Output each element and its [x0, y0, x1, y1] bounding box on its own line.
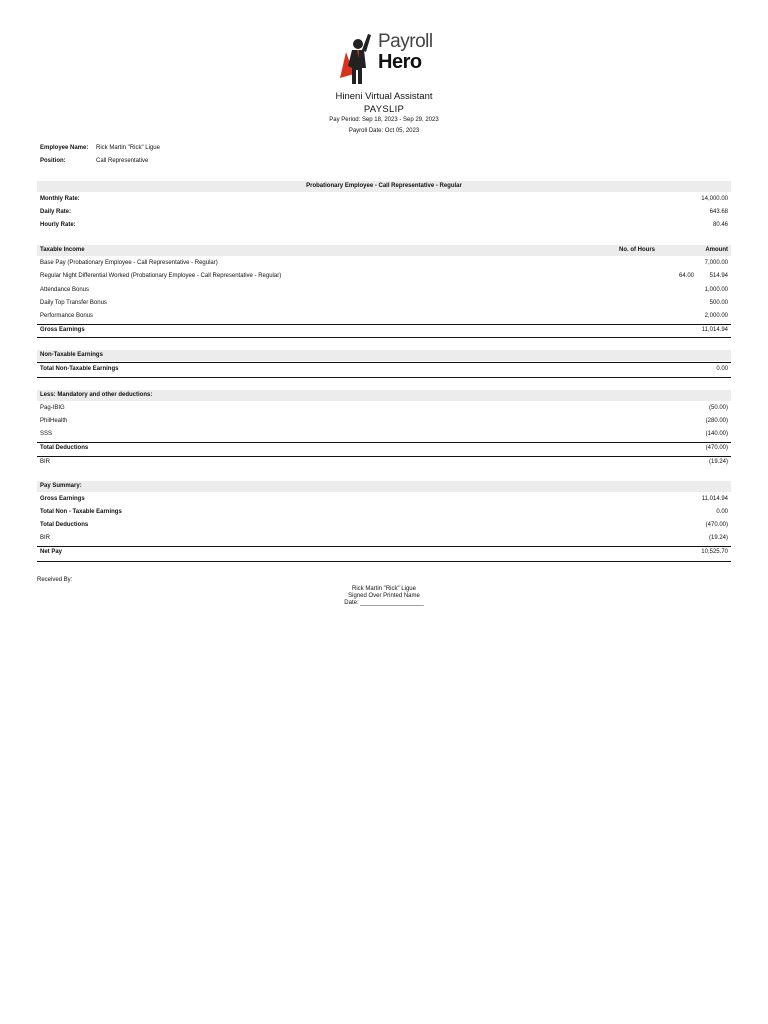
divider: [37, 362, 731, 363]
rate-row: Monthly Rate: 14,000.00: [40, 196, 728, 202]
logo-wordmark-payroll: Payroll: [378, 31, 433, 52]
signed-over-label: Signed Over Printed Name: [348, 593, 420, 599]
signature-date: Date: ___________________: [344, 600, 424, 606]
position-label: Position:: [40, 158, 66, 164]
rate-row: Daily Rate: 643.68: [40, 209, 728, 215]
employment-type-header: Probationary Employee - Call Representative - Regular: [37, 181, 731, 192]
pay-summary-header: Pay Summary:: [37, 481, 731, 492]
deduction-row: SSS (140.00): [40, 431, 728, 437]
employee-name: Rick Martin "Rick" Ligue: [96, 145, 160, 151]
taxable-income-header: Taxable Income No. of Hours Amount: [37, 245, 731, 256]
superhero-icon: [338, 30, 374, 86]
summary-row: Gross Earnings 11,014.94: [40, 496, 728, 502]
rate-row: Hourly Rate: 80.46: [40, 222, 728, 228]
net-pay-row: Net Pay 10,525.70: [40, 549, 728, 555]
document-title: PAYSLIP: [363, 104, 405, 115]
divider: [37, 377, 731, 378]
logo-wordmark-hero: Hero: [378, 51, 422, 73]
signatory-name: Rick Martin "Rick" Ligue: [352, 586, 416, 592]
deductions-header: Less: Mandatory and other deductions:: [37, 390, 731, 401]
bir-row: BIR (19.24): [40, 459, 728, 465]
taxable-income-row: Regular Night Differential Worked (Probationary Employee - Call Representative - Regular) 64.00 514.94: [40, 273, 728, 279]
deduction-row: PhilHealth (280.00): [40, 418, 728, 424]
summary-row: BIR (19.24): [40, 535, 728, 541]
taxable-income-row: Daily Top Transfer Bonus 500.00: [40, 300, 728, 306]
received-by-label: Received By:: [37, 577, 73, 583]
taxable-income-row: Base Pay (Probationary Employee - Call Representative - Regular) 7,000.00: [40, 260, 728, 266]
gross-earnings-row: Gross Earnings 11,014.94: [40, 327, 728, 333]
payrollhero-logo: [338, 30, 434, 86]
company-name: Hineni Virtual Assistant: [335, 91, 433, 102]
pay-period: Pay Period: Sep 18, 2023 - Sep 29, 2023: [329, 117, 439, 123]
divider: [37, 337, 731, 338]
summary-row: Total Deductions (470.00): [40, 522, 728, 528]
non-taxable-total-row: Total Non-Taxable Earnings 0.00: [40, 366, 728, 372]
taxable-income-row: Performance Bonus 2,000.00: [40, 313, 728, 319]
divider: [37, 561, 731, 562]
non-taxable-header: Non-Taxable Earnings: [37, 350, 731, 361]
total-deductions-row: Total Deductions (470.00): [40, 445, 728, 451]
employee-name-label: Employee Name:: [40, 145, 89, 151]
payroll-date: Payroll Date: Oct 05, 2023: [348, 128, 420, 134]
taxable-income-row: Attendance Bonus 1,000.00: [40, 287, 728, 293]
deduction-row: Pag-IBIG (50.00): [40, 405, 728, 411]
summary-row: Total Non - Taxable Earnings 0.00: [40, 509, 728, 515]
position-value: Call Representative: [96, 158, 149, 164]
